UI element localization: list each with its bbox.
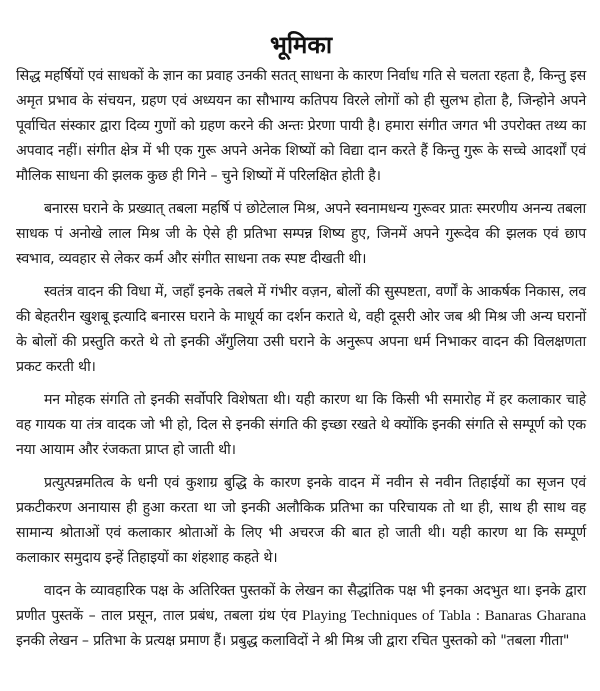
document-body — [16, 64, 586, 654]
page-title: भूमिका — [269, 31, 333, 59]
paragraph-tihai: प्रत्युत्पन्नमतित्व के धनी एवं कुशाग्र बुद्धि के कारण इनके वादन में नवीन से नवीन तिहाईयों का सृजन एवं प्रकटीकरण अनायास ही हुआ करता था जो इनकी अलौकिक प्रतिभा का परिचायक तो था ही, साथ ही साथ वह सामान्य श्रोताओं एवं कलाकार श्रोताओं के लिए भी अचरज की बात हो जाती थी। यही कारण था कि सम्पूर्ण कलाकार समुदाय इन्हें तिहाइयों का शंहशाह कहते थे। — [16, 475, 586, 566]
books-text-before: वादन के व्यावहारिक पक्ष के अतिरिक्त पुस्तकों के लेखन का सैद्धांतिक पक्ष भी इनका अदभुत था। इनके द्वारा प्रणीत पुस्तकें – ताल प्रसून, ताल प्रबंध, तबला ग्रंथ एंव — [16, 583, 586, 624]
paragraph-chhotelal-mishra: बनारस घराने के प्रख्यात् तबला महर्षि पं छोटेलाल मिश्र, अपने स्वनामधन्य गुरूवर प्रातः स्मरणीय अनन्य तबला साधक पं अनोखे लाल मिश्र जी के ऐसे ही प्रतिभा सम्पन्न शिष्य हुए, जिनमें अपने गुरूदेव की झलक एवं छाप स्वभाव, व्यवहार से लेकर कर्म और संगीत साधना तक स्पष्ट दीखती थी। — [16, 201, 586, 267]
paragraph-accompaniment: मन मोहक संगति तो इनकी सर्वोपरि विशेषता थी। यही कारण था कि किसी भी समारोह में हर कलाकार चाहे वह गायक या तंत्र वादक जो भी हो, दिल से इनकी संगति की इच्छा रखते थे क्योंकि इनकी संगति से सम्पूर्ण को एक नया आयाम और रंजकता प्राप्त हो जाती थी। — [16, 392, 586, 458]
books-text-after: इनकी लेखन – प्रतिभा के प्रत्यक्ष प्रमाण हैं। प्रबुद्ध कलाविदों ने श्री मिश्र जी द्वारा रचित पुस्तको को "तबला गीता" — [16, 633, 570, 649]
paragraph-intro: सिद्ध महर्षियों एवं साधकों के ज्ञान का प्रवाह उनकी सतत् साधना के कारण निर्वाध गति से चलता रहता है, किन्तु इस अमृत प्रभाव के संचयन, ग्रहण एवं अध्ययन का सौभाग्य कतिपय विरले लोगों को ही सुलभ होता है, जिन्होने अपने पूर्वाचित संस्कार द्वारा दिव्य गुणों को ग्रहण करने की अन्तः प्रेरणा पायी है। हमारा संगीत जगत भी उपरोक्त तथ्य का अपवाद नहीं। संगीत क्षेत्र में भी एक गुरू अपने अनेक शिष्यों को विद्या दान करते हैं किन्तु गुरू के सच्चे आदर्शों एवं मौलिक साधना की झलक कुछ ही गिने – चुने शिष्यों में परिलक्षित होती है। — [16, 68, 586, 184]
book-title-english: Playing Techniques of Tabla : Banaras Gharana — [301, 608, 586, 624]
paragraph-books — [16, 579, 586, 654]
paragraph-solo-playing: स्वतंत्र वादन की विधा में, जहाँ इनके तबले में गंभीर वज़न, बोलों की सुस्पष्टता, वर्णों के आकर्षक निकास, लव की बेहतरीन खुशबू इत्यादि बनारस घराने के माधूर्य का दर्शन कराते थे, वही दूसरी ओर जब श्री मिश्र जी अन्य घरानों के बोलों की प्रस्तुति करते थे तो इनकी अँगुलिया उसी घराने के अनुरूप अपना धर्म निभाकर वादन की विलक्षणता प्रकट करती थी। — [16, 284, 586, 375]
